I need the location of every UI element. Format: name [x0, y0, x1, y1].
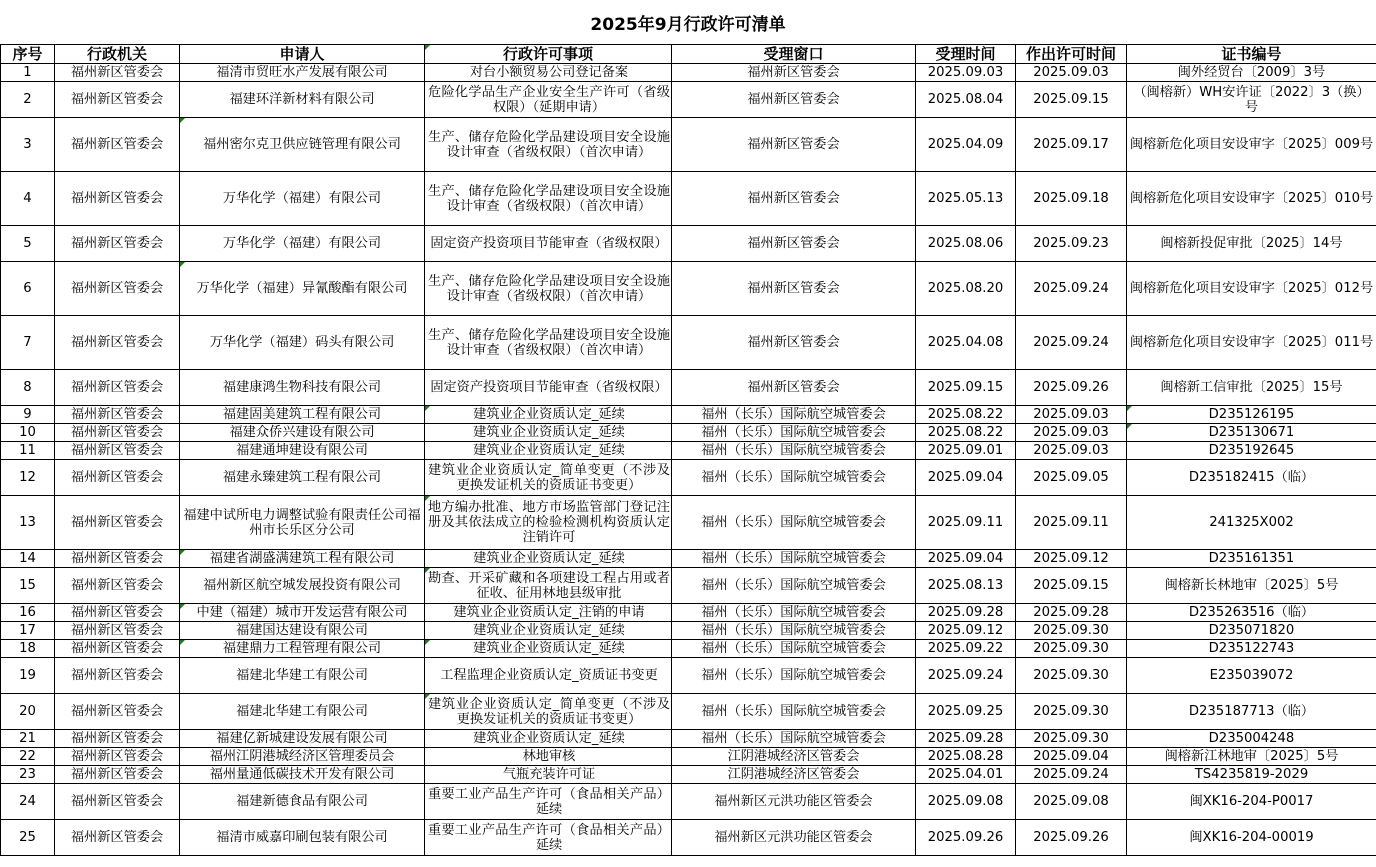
cell-grant-date: 2025.09.05 [1016, 460, 1127, 496]
cell-grant-date: 2025.09.30 [1016, 694, 1127, 730]
cell-no: 8 [1, 370, 55, 406]
table-row [1, 442, 1376, 460]
header-no: 序号 [1, 45, 55, 64]
cell-no: 3 [1, 118, 55, 172]
cell-no: 19 [1, 658, 55, 694]
cell-accept-date: 2025.09.08 [916, 784, 1016, 820]
cell-org: 福州新区管委会 [55, 172, 180, 226]
table-row [1, 766, 1376, 784]
cell-grant-date: 2025.09.04 [1016, 748, 1127, 766]
cell-window: 福州（长乐）国际航空城管委会 [672, 730, 916, 748]
cell-org: 福州新区管委会 [55, 424, 180, 442]
cell-window: 福州新区管委会 [672, 370, 916, 406]
cell-grant-date: 2025.09.08 [1016, 784, 1127, 820]
cell-cert: 闽外经贸台〔2009〕3号 [1127, 64, 1376, 82]
cell-grant-date: 2025.09.30 [1016, 730, 1127, 748]
cell-applicant: 福建环洋新材料有限公司 [180, 82, 425, 118]
table-row [1, 406, 1376, 424]
cell-cert: 闽XK16-204-00019 [1127, 820, 1376, 856]
cell-no: 11 [1, 442, 55, 460]
cell-org: 福州新区管委会 [55, 118, 180, 172]
cell-no: 17 [1, 622, 55, 640]
cell-window: 福州新区管委会 [672, 118, 916, 172]
table-row [1, 460, 1376, 496]
cell-accept-date: 2025.09.04 [916, 460, 1016, 496]
cell-window: 福州新区管委会 [672, 316, 916, 370]
cell-org: 福州新区管委会 [55, 64, 180, 82]
cell-no: 15 [1, 568, 55, 604]
table-row [1, 604, 1376, 622]
cell-grant-date: 2025.09.03 [1016, 64, 1127, 82]
cell-accept-date: 2025.09.28 [916, 730, 1016, 748]
cell-grant-date: 2025.09.24 [1016, 262, 1127, 316]
cell-org: 福州新区管委会 [55, 748, 180, 766]
cell-accept-date: 2025.04.09 [916, 118, 1016, 172]
cell-accept-date: 2025.05.13 [916, 172, 1016, 226]
cell-accept-date: 2025.09.04 [916, 550, 1016, 568]
cell-grant-date: 2025.09.03 [1016, 442, 1127, 460]
cell-item: 重要工业产品生产许可（食品相关产品）延续 [425, 784, 672, 820]
cell-cert: 闽榕新江林地审〔2025〕5号 [1127, 748, 1376, 766]
header-applicant: 申请人 [180, 45, 425, 64]
cell-window: 福州新区管委会 [672, 262, 916, 316]
cell-accept-date: 2025.09.26 [916, 820, 1016, 856]
cell-org: 福州新区管委会 [55, 316, 180, 370]
cell-applicant: 福州密尔克卫供应链管理有限公司 [180, 118, 425, 172]
cell-no: 12 [1, 460, 55, 496]
header-cert: 证书编号 [1127, 45, 1376, 64]
cell-org: 福州新区管委会 [55, 694, 180, 730]
cell-grant-date: 2025.09.03 [1016, 424, 1127, 442]
cell-no: 6 [1, 262, 55, 316]
cell-cert: 闽榕新工信审批〔2025〕15号 [1127, 370, 1376, 406]
table-row [1, 748, 1376, 766]
cell-item: 建筑业企业资质认定_延续 [425, 730, 672, 748]
cell-no: 21 [1, 730, 55, 748]
cell-applicant: 福清市贸旺水产发展有限公司 [180, 64, 425, 82]
cell-grant-date: 2025.09.24 [1016, 316, 1127, 370]
cell-org: 福州新区管委会 [55, 640, 180, 658]
cell-cert: D235071820 [1127, 622, 1376, 640]
cell-no: 25 [1, 820, 55, 856]
cell-cert: 闽榕新危化项目安设审字〔2025〕012号 [1127, 262, 1376, 316]
cell-item: 建筑业企业资质认定_延续 [425, 622, 672, 640]
cell-no: 13 [1, 496, 55, 550]
header-grant-date: 作出许可时间 [1016, 45, 1127, 64]
cell-cert: D235187713（临） [1127, 694, 1376, 730]
cell-accept-date: 2025.09.22 [916, 640, 1016, 658]
page-title: 2025年9月行政许可清单 [590, 14, 786, 35]
cell-window: 福州（长乐）国际航空城管委会 [672, 406, 916, 424]
cell-grant-date: 2025.09.12 [1016, 550, 1127, 568]
cell-accept-date: 2025.04.08 [916, 316, 1016, 370]
table-row [1, 316, 1376, 370]
table-row [1, 424, 1376, 442]
cell-grant-date: 2025.09.15 [1016, 568, 1127, 604]
cell-window: 福州（长乐）国际航空城管委会 [672, 550, 916, 568]
cell-window: 福州（长乐）国际航空城管委会 [672, 460, 916, 496]
cell-applicant: 福建众侨兴建设有限公司 [180, 424, 425, 442]
cell-item: 建筑业企业资质认定_简单变更（不涉及更换发证机关的资质证书变更） [425, 694, 672, 730]
cell-cert: 闽榕新长林地审〔2025〕5号 [1127, 568, 1376, 604]
cell-window: 福州新区管委会 [672, 82, 916, 118]
cell-window: 福州（长乐）国际航空城管委会 [672, 622, 916, 640]
cell-accept-date: 2025.08.22 [916, 406, 1016, 424]
cell-org: 福州新区管委会 [55, 226, 180, 262]
cell-window: 福州（长乐）国际航空城管委会 [672, 424, 916, 442]
cell-cert: D235192645 [1127, 442, 1376, 460]
cell-no: 9 [1, 406, 55, 424]
table-row [1, 622, 1376, 640]
cell-org: 福州新区管委会 [55, 496, 180, 550]
table-row [1, 784, 1376, 820]
cell-accept-date: 2025.09.24 [916, 658, 1016, 694]
header-window: 受理窗口 [672, 45, 916, 64]
cell-accept-date: 2025.08.22 [916, 424, 1016, 442]
cell-item: 建筑业企业资质认定_延续 [425, 550, 672, 568]
cell-window: 江阴港城经济区管委会 [672, 766, 916, 784]
cell-window: 福州（长乐）国际航空城管委会 [672, 568, 916, 604]
cell-applicant: 福建中试所电力调整试验有限责任公司福州市长乐区分公司 [180, 496, 425, 550]
cell-org: 福州新区管委会 [55, 730, 180, 748]
cell-item: 气瓶充装许可证 [425, 766, 672, 784]
cell-item: 固定资产投资项目节能审查（省级权限） [425, 226, 672, 262]
cell-accept-date: 2025.09.28 [916, 604, 1016, 622]
cell-accept-date: 2025.08.20 [916, 262, 1016, 316]
cell-item: 生产、储存危险化学品建设项目安全设施设计审查（省级权限）（首次申请） [425, 316, 672, 370]
cell-item: 建筑业企业资质认定_延续 [425, 640, 672, 658]
cell-no: 14 [1, 550, 55, 568]
cell-applicant: 福建北华建工有限公司 [180, 694, 425, 730]
cell-cert: E235039072 [1127, 658, 1376, 694]
cell-org: 福州新区管委会 [55, 820, 180, 856]
cell-window: 福州新区管委会 [672, 64, 916, 82]
cell-accept-date: 2025.09.11 [916, 496, 1016, 550]
cell-org: 福州新区管委会 [55, 658, 180, 694]
cell-cert: D235161351 [1127, 550, 1376, 568]
cell-applicant: 福州新区航空城发展投资有限公司 [180, 568, 425, 604]
cell-accept-date: 2025.09.12 [916, 622, 1016, 640]
cell-org: 福州新区管委会 [55, 604, 180, 622]
cell-window: 江阴港城经济区管委会 [672, 748, 916, 766]
header-row [1, 45, 1376, 64]
cell-applicant: 福建固美建筑工程有限公司 [180, 406, 425, 424]
header-org: 行政机关 [55, 45, 180, 64]
table-row [1, 64, 1376, 82]
cell-cert: 闽榕新危化项目安设审字〔2025〕010号 [1127, 172, 1376, 226]
header-accept-date: 受理时间 [916, 45, 1016, 64]
cell-applicant: 福建鼎力工程管理有限公司 [180, 640, 425, 658]
cell-accept-date: 2025.09.01 [916, 442, 1016, 460]
cell-grant-date: 2025.09.30 [1016, 640, 1127, 658]
cell-cert: 闽榕新投促审批〔2025〕14号 [1127, 226, 1376, 262]
cell-grant-date: 2025.09.26 [1016, 820, 1127, 856]
cell-applicant: 福建亿新城建设发展有限公司 [180, 730, 425, 748]
cell-accept-date: 2025.08.28 [916, 748, 1016, 766]
cell-applicant: 福建通坤建设有限公司 [180, 442, 425, 460]
table-row [1, 820, 1376, 856]
cell-org: 福州新区管委会 [55, 442, 180, 460]
cell-window: 福州新区管委会 [672, 172, 916, 226]
cell-cert: D235263516（临） [1127, 604, 1376, 622]
cell-accept-date: 2025.09.15 [916, 370, 1016, 406]
cell-grant-date: 2025.09.30 [1016, 658, 1127, 694]
cell-applicant: 福州量通低碳技术开发有限公司 [180, 766, 425, 784]
cell-item: 危险化学品生产企业安全生产许可（省级权限）（延期申请） [425, 82, 672, 118]
cell-no: 4 [1, 172, 55, 226]
table-row [1, 640, 1376, 658]
cell-no: 22 [1, 748, 55, 766]
cell-item: 地方编办批准、地方市场监管部门登记注册及其依法成立的检验检测机构资质认定注销许可 [425, 496, 672, 550]
cell-applicant: 福建国达建设有限公司 [180, 622, 425, 640]
table-row [1, 694, 1376, 730]
cell-org: 福州新区管委会 [55, 766, 180, 784]
cell-grant-date: 2025.09.28 [1016, 604, 1127, 622]
title-row [0, 0, 1376, 44]
cell-cert: D235130671 [1127, 424, 1376, 442]
cell-accept-date: 2025.08.06 [916, 226, 1016, 262]
cell-no: 2 [1, 82, 55, 118]
cell-applicant: 万华化学（福建）异氰酸酯有限公司 [180, 262, 425, 316]
cell-cert: D235122743 [1127, 640, 1376, 658]
cell-item: 建筑业企业资质认定_注销的申请 [425, 604, 672, 622]
cell-no: 24 [1, 784, 55, 820]
cell-accept-date: 2025.08.04 [916, 82, 1016, 118]
cell-window: 福州（长乐）国际航空城管委会 [672, 496, 916, 550]
cell-org: 福州新区管委会 [55, 550, 180, 568]
table-row [1, 118, 1376, 172]
cell-cert: （闽榕新）WH安许证〔2022〕3（换）号 [1127, 82, 1376, 118]
table-row [1, 658, 1376, 694]
table-row [1, 262, 1376, 316]
cell-item: 建筑业企业资质认定_延续 [425, 442, 672, 460]
table-row [1, 568, 1376, 604]
cell-applicant: 福建北华建工有限公司 [180, 658, 425, 694]
cell-no: 18 [1, 640, 55, 658]
cell-org: 福州新区管委会 [55, 82, 180, 118]
cell-accept-date: 2025.09.25 [916, 694, 1016, 730]
cell-applicant: 福清市威嘉印刷包装有限公司 [180, 820, 425, 856]
cell-org: 福州新区管委会 [55, 568, 180, 604]
cell-applicant: 福建康鸿生物科技有限公司 [180, 370, 425, 406]
cell-window: 福州（长乐）国际航空城管委会 [672, 604, 916, 622]
cell-window: 福州（长乐）国际航空城管委会 [672, 442, 916, 460]
cell-applicant: 福建新德食品有限公司 [180, 784, 425, 820]
cell-applicant: 福建省湖盛满建筑工程有限公司 [180, 550, 425, 568]
cell-applicant: 福建永臻建筑工程有限公司 [180, 460, 425, 496]
cell-no: 23 [1, 766, 55, 784]
cell-org: 福州新区管委会 [55, 406, 180, 424]
cell-window: 福州（长乐）国际航空城管委会 [672, 658, 916, 694]
cell-accept-date: 2025.09.03 [916, 64, 1016, 82]
cell-org: 福州新区管委会 [55, 784, 180, 820]
cell-grant-date: 2025.09.18 [1016, 172, 1127, 226]
cell-grant-date: 2025.09.15 [1016, 82, 1127, 118]
table-row [1, 370, 1376, 406]
cell-applicant: 福州江阴港城经济区管理委员会 [180, 748, 425, 766]
cell-grant-date: 2025.09.17 [1016, 118, 1127, 172]
cell-item: 固定资产投资项目节能审查（省级权限） [425, 370, 672, 406]
cell-grant-date: 2025.09.26 [1016, 370, 1127, 406]
table-row [1, 730, 1376, 748]
cell-accept-date: 2025.04.01 [916, 766, 1016, 784]
cell-item: 建筑业企业资质认定_延续 [425, 424, 672, 442]
header-item: 行政许可事项 [425, 45, 672, 64]
cell-window: 福州新区管委会 [672, 226, 916, 262]
cell-item: 对台小额贸易公司登记备案 [425, 64, 672, 82]
cell-org: 福州新区管委会 [55, 370, 180, 406]
table-row [1, 82, 1376, 118]
cell-no: 20 [1, 694, 55, 730]
cell-item: 建筑业企业资质认定_延续 [425, 406, 672, 424]
cell-no: 5 [1, 226, 55, 262]
permit-table [0, 44, 1376, 856]
table-row [1, 226, 1376, 262]
cell-item: 林地审核 [425, 748, 672, 766]
cell-cert: TS4235819-2029 [1127, 766, 1376, 784]
cell-window: 福州新区元洪功能区管委会 [672, 820, 916, 856]
cell-window: 福州新区元洪功能区管委会 [672, 784, 916, 820]
cell-org: 福州新区管委会 [55, 622, 180, 640]
cell-org: 福州新区管委会 [55, 460, 180, 496]
cell-grant-date: 2025.09.11 [1016, 496, 1127, 550]
cell-applicant: 万华化学（福建）有限公司 [180, 226, 425, 262]
table-body [1, 64, 1376, 856]
cell-grant-date: 2025.09.23 [1016, 226, 1127, 262]
cell-window: 福州（长乐）国际航空城管委会 [672, 694, 916, 730]
cell-item: 重要工业产品生产许可（食品相关产品）延续 [425, 820, 672, 856]
cell-cert: 241325X002 [1127, 496, 1376, 550]
cell-org: 福州新区管委会 [55, 262, 180, 316]
cell-cert: D235126195 [1127, 406, 1376, 424]
cell-no: 1 [1, 64, 55, 82]
cell-item: 建筑业企业资质认定_简单变更（不涉及更换发证机关的资质证书变更） [425, 460, 672, 496]
cell-cert: 闽XK16-204-P0017 [1127, 784, 1376, 820]
table-row [1, 172, 1376, 226]
cell-item: 生产、储存危险化学品建设项目安全设施设计审查（省级权限）（首次申请） [425, 118, 672, 172]
cell-window: 福州（长乐）国际航空城管委会 [672, 640, 916, 658]
cell-no: 16 [1, 604, 55, 622]
cell-cert: 闽榕新危化项目安设审字〔2025〕011号 [1127, 316, 1376, 370]
table-row [1, 496, 1376, 550]
cell-cert: 闽榕新危化项目安设审字〔2025〕009号 [1127, 118, 1376, 172]
cell-no: 10 [1, 424, 55, 442]
cell-item: 勘查、开采矿藏和各项建设工程占用或者征收、征用林地县级审批 [425, 568, 672, 604]
cell-item: 生产、储存危险化学品建设项目安全设施设计审查（省级权限）（首次申请） [425, 262, 672, 316]
cell-item: 工程监理企业资质认定_资质证书变更 [425, 658, 672, 694]
cell-grant-date: 2025.09.30 [1016, 622, 1127, 640]
cell-cert: D235004248 [1127, 730, 1376, 748]
cell-grant-date: 2025.09.24 [1016, 766, 1127, 784]
cell-item: 生产、储存危险化学品建设项目安全设施设计审查（省级权限）（首次申请） [425, 172, 672, 226]
table-row [1, 550, 1376, 568]
cell-applicant: 万华化学（福建）有限公司 [180, 172, 425, 226]
cell-cert: D235182415（临） [1127, 460, 1376, 496]
cell-no: 7 [1, 316, 55, 370]
cell-applicant: 中建（福建）城市开发运营有限公司 [180, 604, 425, 622]
cell-accept-date: 2025.08.13 [916, 568, 1016, 604]
cell-applicant: 万华化学（福建）码头有限公司 [180, 316, 425, 370]
cell-grant-date: 2025.09.03 [1016, 406, 1127, 424]
